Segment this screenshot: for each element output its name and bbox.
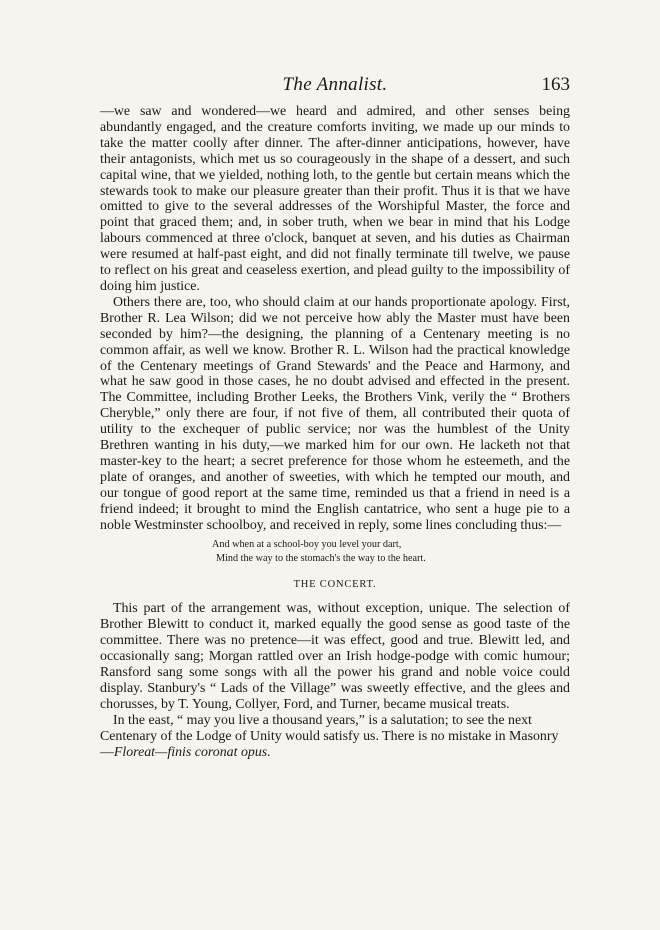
page-header [100,74,570,98]
page-number: 163 [541,74,570,95]
closing-text: In the east, “ may you live a thousand years,” is a salutation; to see the next Centenary of the Lodge of Unity would satisfy us. There is no mistake in Masonry— [100,712,559,760]
running-title: The Annalist. [282,74,388,95]
page-body [100,104,570,760]
paragraph-continued: —we saw and wondered—we heard and admired, and other senses being abundantly engaged, and the creature comforts inviting, we made up our minds to take the matter coolly after dinner. The after-dinner anticipations, however, have their antagonists, which met us so courageously in the shape of a dessert, and such capital wine, that we yielded, nothing loth, to the gentle but certain means which the stewards took to make our pleasure greater than their profit. Thus it is that we have omitted to give to the several addresses of the Worshipful Master, the force and point that graced them; and, in sober truth, when we bear in mind that his Lodge labours commenced at three o'clock, banquet at seven, and his duties as Chairman were resumed at half-past eight, and did not finally terminate till twelve, we pause to reflect on his great and ceaseless exertion, and plead guilty to the impossibility of doing him justice. [100,104,570,294]
paragraph-closing [100,713,570,761]
verse-line: And when at a school-boy you level your dart, [212,539,402,551]
paragraph-apology: Others there are, too, who should claim at our hands proportionate apology. First, Brother R. Lea Wilson; did we not perceive how ably the Master must have been seconded by him?—the designing, the planning of a Centenary meeting is no common affair, as well we know. Brother R. L. Wilson had the practical knowledge of the Centenary meetings of Grand Stewards' and the Peace and Harmony, and what he saw good in those cases, he no doubt advised and effected in the present. The Committee, including Brother Leeks, the Brothers Vink, verily the “ Brothers Cheryble,” only there are four, if not five of them, all contributed their quota of utility to the exchequer of public service; nor was the humblest of the Unity Brethren wanting in his duty,—we marked him for our own. He lacketh not that master-key to the heart; a secret preference for those whom he esteemeth, and the plate of oranges, and another of sweeties, with which he tempted our mouth, and our tongue of good report at the same time, reminded us that a friend in need is a friend indeed; it brought to mind the English cantatrice, who sent a huge pie to a noble Westminster schoolboy, and received in reply, some lines concluding thus:— [100,294,570,533]
verse-line: Mind the way to the stomach's the way to the heart. [216,552,426,564]
paragraph-concert: This part of the arrangement was, without exception, unique. The selection of Brother Blewitt to conduct it, marked equally the good sense as good taste of the committee. There was no pretence—it was effect, good and true. Blewitt led, and occasionally sang; Morgan rattled over an Irish hodge-podge with comic humour; Ransford sang some songs with all the power his grand and noble voice could display. Stanbury's “ Lads of the Village” was sweetly effective, and the glees and chorusses, by T. Young, Collyer, Ford, and Turner, became musical treats. [100,601,570,712]
section-heading: THE CONCERT. [293,579,377,591]
quoted-verse [212,538,570,565]
closing-italic: Floreat—finis coronat opus. [113,744,271,760]
